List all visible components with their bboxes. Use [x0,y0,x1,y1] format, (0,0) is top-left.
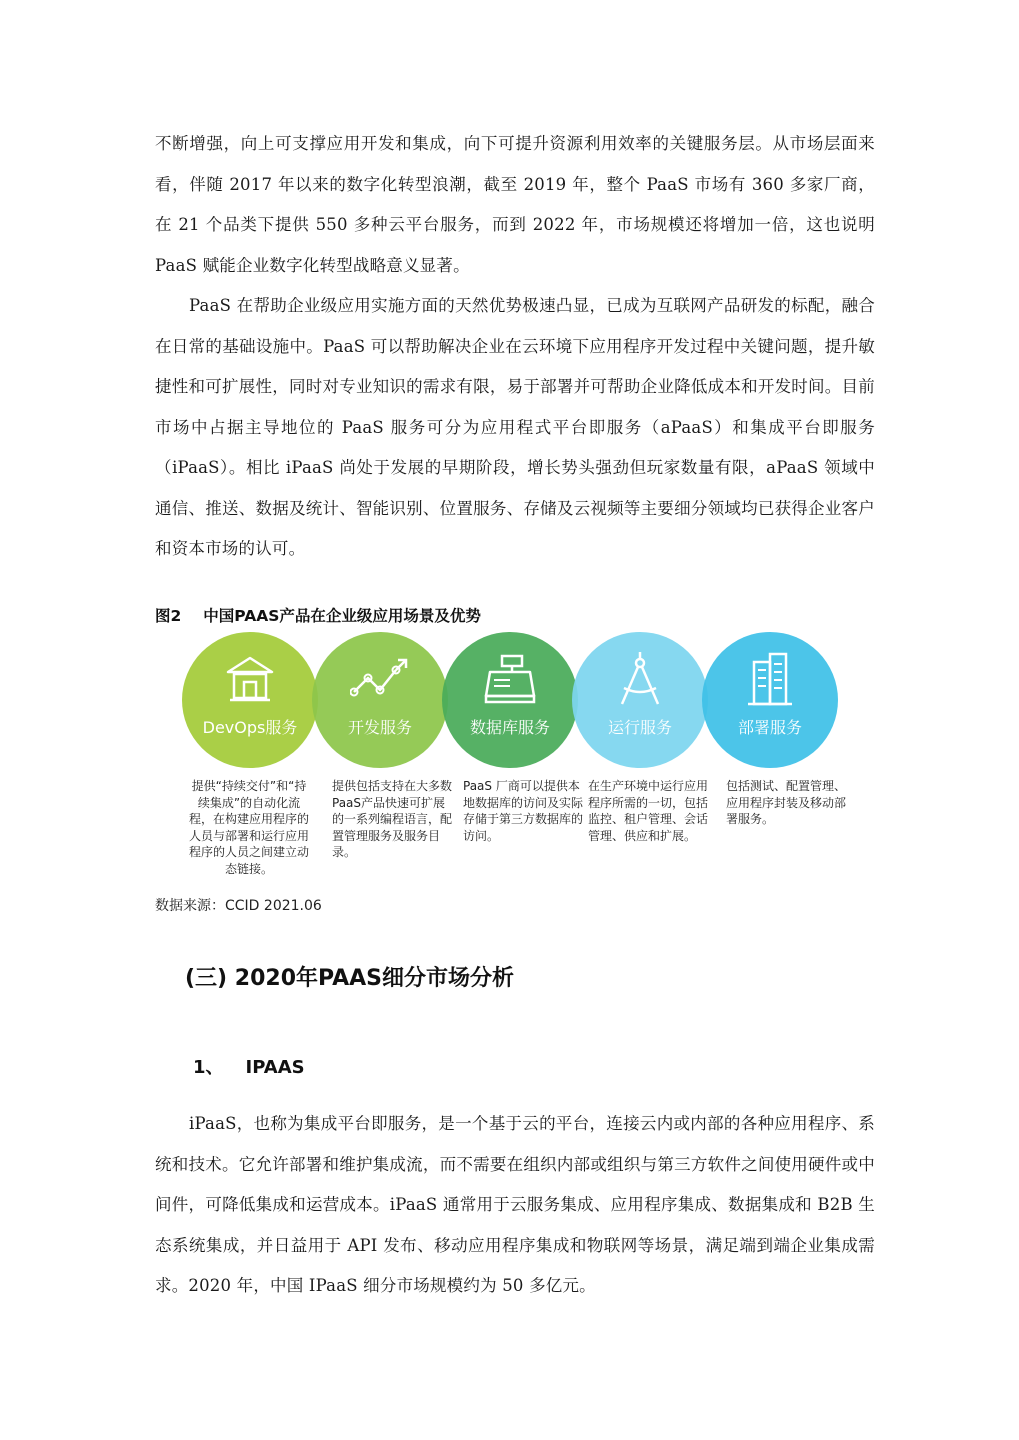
trend-chart-icon [350,650,410,710]
service-circle-devops [182,632,318,768]
service-circle-database [442,632,578,768]
compass-icon [610,650,670,710]
figure-title: 中国PAAS产品在企业级应用场景及优势 [203,607,481,625]
service-description: 提供“持续交付”和“持续集成”的自动化流程，在构建应用程序的人员与部署和运行应用程序的人员之间建立动态链接。 [188,779,309,876]
paragraph: iPaaS，也称为集成平台即服务，是一个基于云的平台，连接云内或内部的各种应用程序、系统和技术。它允许部署和维护集成流，而不需要在组织内部或组织与第三方软件之间使用硬件或中间件，可降低集成和运营成本。iPaaS 通常用于云服务集成、应用程序集成、数据集成和 B2B 生态系统集成，并日益用于 API 发布、移动应用程序集成和物联网等场景，满足端到端企业集成需求。2020 年，中国 IPaaS 细分市场规模约为 50 多亿元。 [155,1114,875,1295]
subsection-heading [193,1053,305,1079]
service-circle-runtime [572,632,708,768]
buildings-icon [740,650,800,710]
service-description: PaaS 厂商可以提供本地数据库的访问及实际存储于第三方数据库的访问。 [463,779,584,843]
subsection-number: 1、 [193,1057,224,1078]
cash-register-icon [480,650,540,710]
subsection-title: IPAAS [245,1057,305,1078]
service-label: 开发服务 [347,718,412,737]
data-source: 数据来源：CCID 2021.06 [155,898,322,914]
section-heading: (三) 2020年PAAS细分市场分析 [185,966,515,991]
service-label: DevOps服务 [202,718,298,737]
service-figure [180,630,847,895]
service-label: 运行服务 [607,718,672,737]
service-description: 在生产环境中运行应用程序所需的一切，包括监控、租户管理、会话管理、供应和扩展。 [588,779,709,843]
service-label: 数据库服务 [469,718,550,737]
figure-caption [155,604,481,626]
paragraph: 不断增强，向上可支撑应用开发和集成，向下可提升资源利用效率的关键服务层。从市场层面来看，伴随 2017 年以来的数字化转型浪潮，截至 2019 年，整个 PaaS 市场有 360 多家厂商，在 21 个品类下提供 550 多种云平台服务，而到 2022 年，市场规模还将增加一倍，这也说明 PaaS 赋能企业数字化转型战略意义显著。 [155,134,875,275]
service-description: 包括测试、配置管理、应用程序封装及移动部署服务。 [726,779,847,826]
service-description: 提供包括支持在大多数PaaS产品快速可扩展的一系列编程语言，配置管理服务及服务目录。 [332,779,453,859]
service-label: 部署服务 [737,718,802,737]
figure-number: 图2 [155,607,182,625]
service-circle-development [312,632,448,768]
building-icon [220,650,280,710]
paragraph: PaaS 在帮助企业级应用实施方面的天然优势极速凸显，已成为互联网产品研发的标配，融合在日常的基础设施中。PaaS 可以帮助解决企业在云环境下应用程序开发过程中关键问题，提升敏捷性和可扩展性，同时对专业知识的需求有限，易于部署并可帮助企业降低成本和开发时间。目前市场中占据主导地位的 PaaS 服务可分为应用程式平台即服务（aPaaS）和集成平台即服务（iPaaS）。相比 iPaaS 尚处于发展的早期阶段，增长势头强劲但玩家数量有限，aPaaS 领域中通信、推送、数据及统计、智能识别、位置服务、存储及云视频等主要细分领域均已获得企业客户和资本市场的认可。 [155,296,875,558]
service-circle-deployment [702,632,838,768]
